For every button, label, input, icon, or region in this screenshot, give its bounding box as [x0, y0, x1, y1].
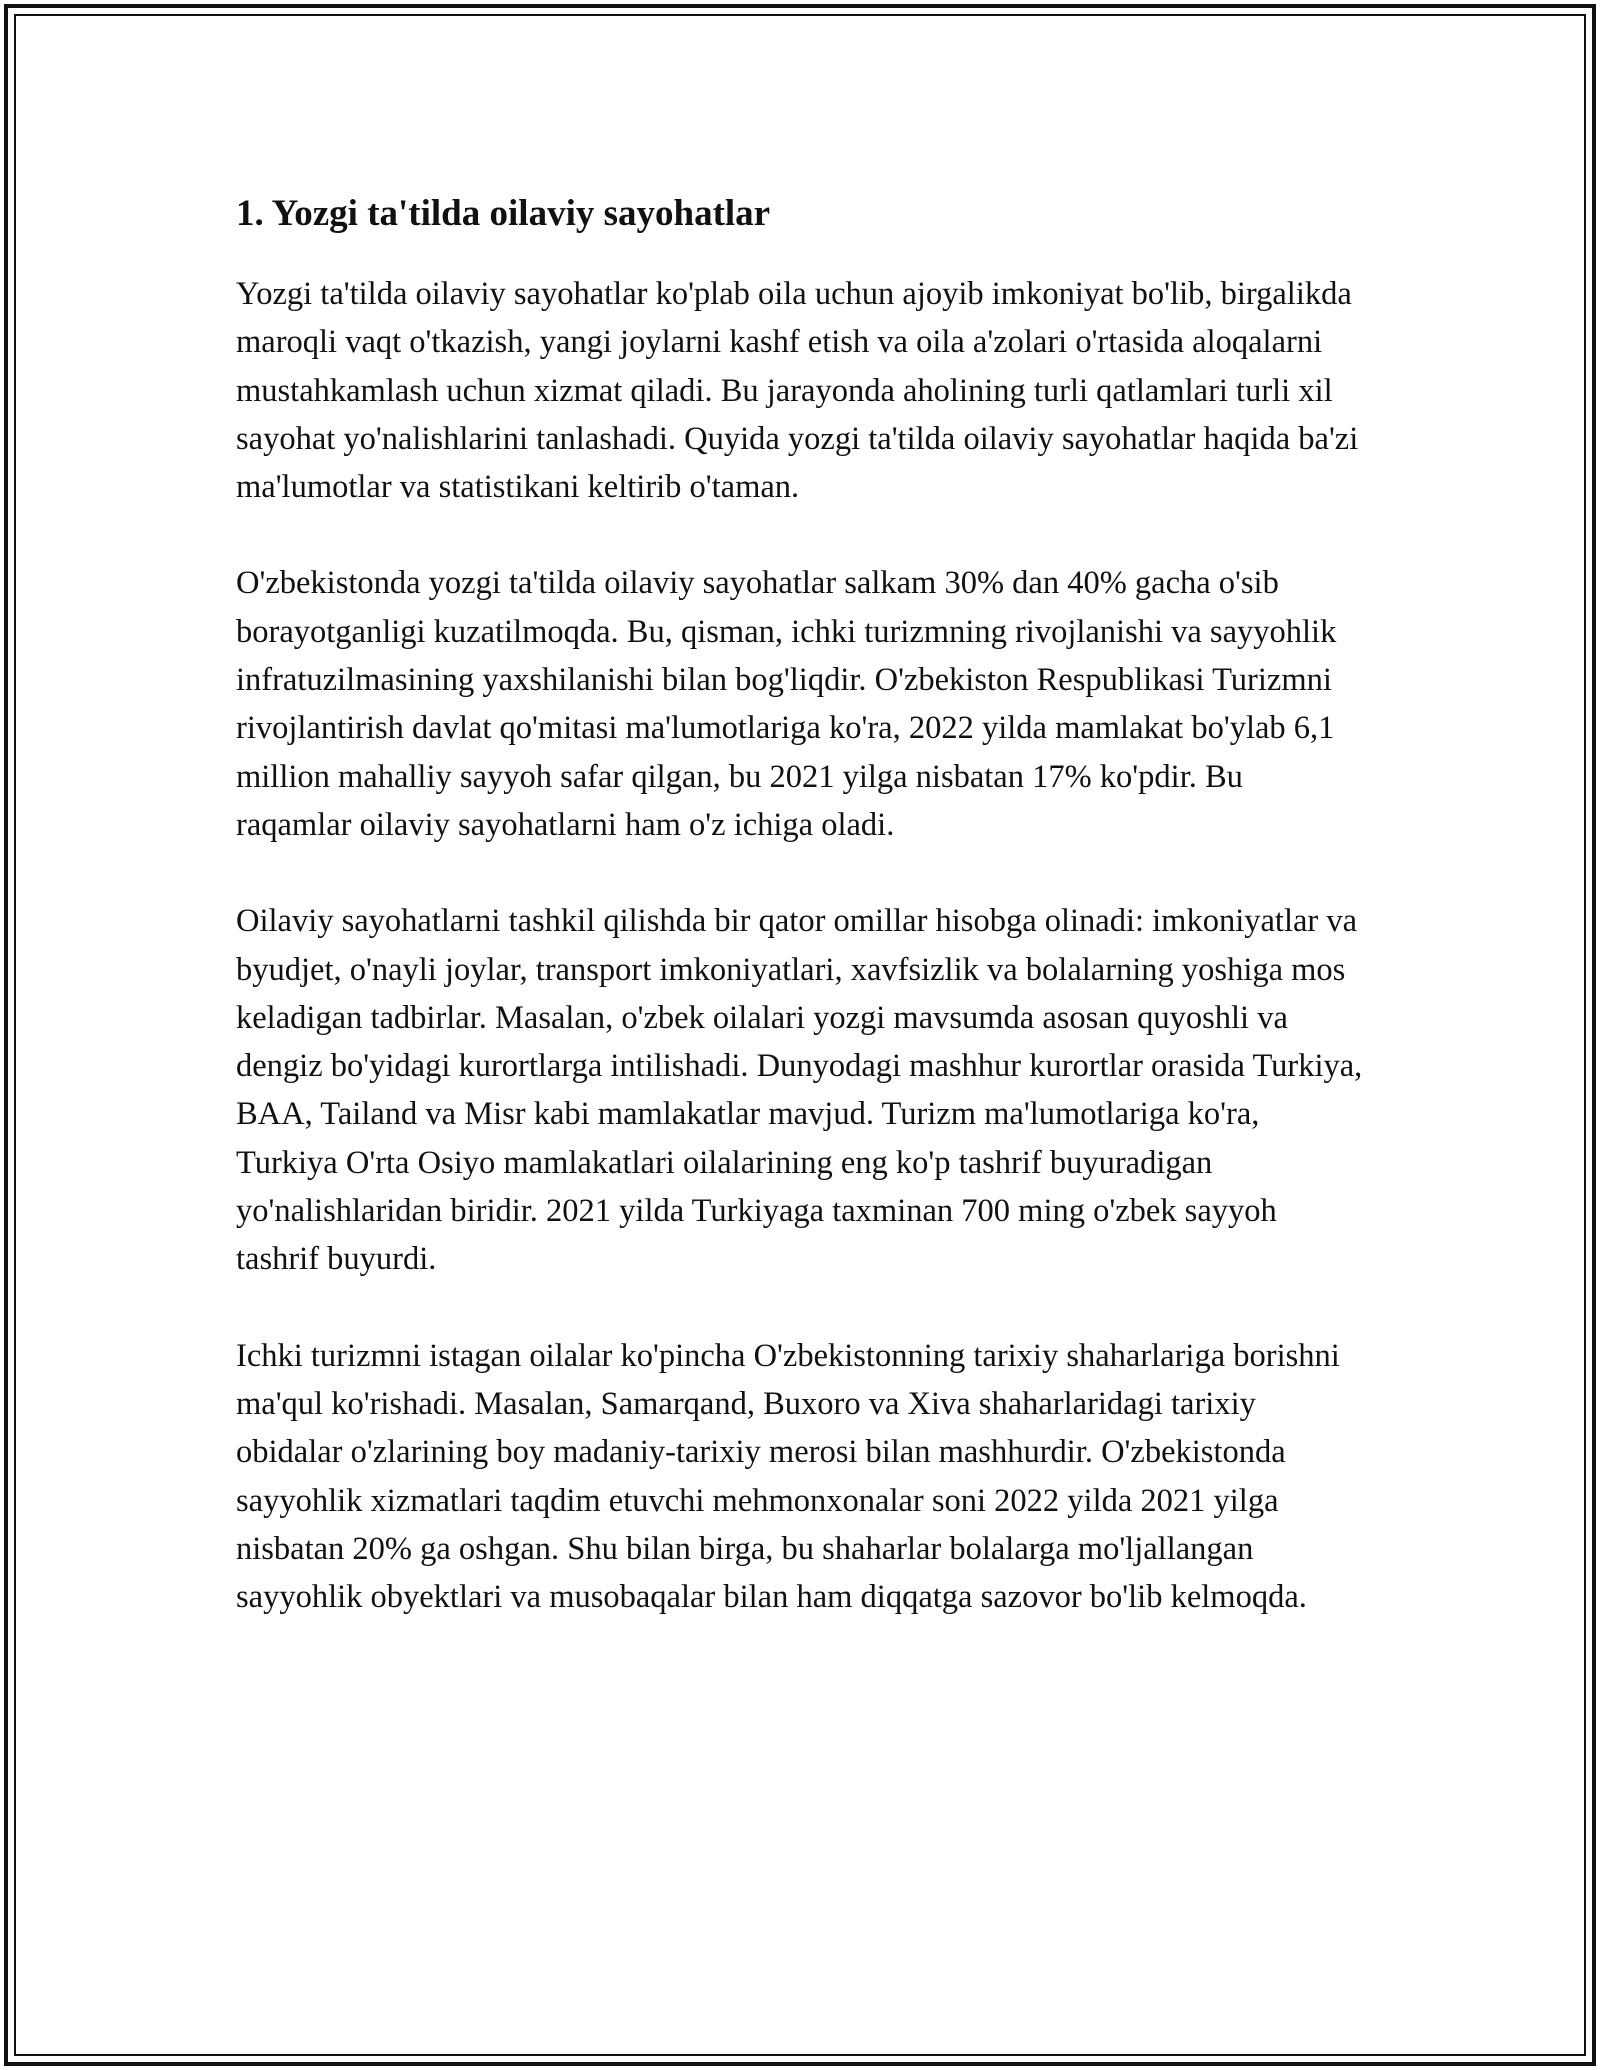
paragraph-travel-factors: Oilaviy sayohatlarni tashkil qilishda bir qator omillar hisobga olinadi: imkoniyatlar va byudjet, o'nayli joylar, transport imkoniyatlari, xavfsizlik va bolalarning yoshiga mos keladigan tadbirlar. Masalan, o'zbek oilalari yozgi mavsumda asosan quyoshli va dengiz bo'yidagi kurortlarga intilishadi. Dunyodagi mashhur kurortlar orasida Turkiya, BAA, Tailand va Misr kabi mamlakatlar mavjud. Turizm ma'lumotlariga ko'ra, Turkiya O'rta Osiyo mamlakatlari oilalarining eng ko'p tashrif buyuradigan yo'nalishlaridan biridir. 2021 yilda Turkiyaga taxminan 700 ming o'zbek sayyoh tashrif buyurdi.: [236, 903, 1363, 1278]
paragraph-domestic-tourism: Ichki turizmni istagan oilalar ko'pincha O'zbekistonning tarixiy shaharlariga borishni ma'qul ko'rishadi. Masalan, Samarqand, Buxoro va Xiva shaharlaridagi tarixiy obidalar o'zlarining boy madaniy-tarixiy merosi bilan mashhurdir. O'zbekistonda sayyohlik xizmatlari taqdim etuvchi mehmonxonalar soni 2022 yilda 2021 yilga nisbatan 20% ga oshgan. Shu bilan birga, bu shaharlar bolalarga mo'ljallangan sayyohlik obyektlari va musobaqalar bilan ham diqqatga sazovor bo'lib kelmoqda.: [236, 1337, 1340, 1616]
document-title: 1. Yozgi ta'tilda oilaviy sayohatlar: [236, 193, 771, 234]
paragraph-intro: Yozgi ta'tilda oilaviy sayohatlar ko'plab oila uchun ajoyib imkoniyat bo'lib, birgalikda maroqli vaqt o'tkazish, yangi joylarni kashf etish va oila a'zolari o'rtasida aloqalarni mustahkamlash uchun xizmat qiladi. Bu jarayonda aholining turli qatlamlari turli xil sayohat yo'nalishlarini tanlashadi. Quyida yozgi ta'tilda oilaviy sayohatlar haqida ba'zi ma'lumotlar va statistikani keltirib o'taman.: [236, 276, 1359, 506]
paragraph-growth-statistics: O'zbekistonda yozgi ta'tilda oilaviy sayohatlar salkam 30% dan 40% gacha o'sib borayotganligi kuzatilmoqda. Bu, qisman, ichki turizmning rivojlanishi va sayyohlik infratuzilmasining yaxshilanishi bilan bog'liqdir. O'zbekiston Respublikasi Turizmni rivojlantirish davlat qo'mitasi ma'lumotlariga ko'ra, 2022 yilda mamlakat bo'ylab 6,1 million mahalliy sayyoh safar qilgan, bu 2021 yilga nisbatan 17% ko'pdir. Bu raqamlar oilaviy sayohatlarni ham o'z ichiga oladi.: [236, 565, 1337, 843]
document-body: [236, 186, 1364, 1621]
